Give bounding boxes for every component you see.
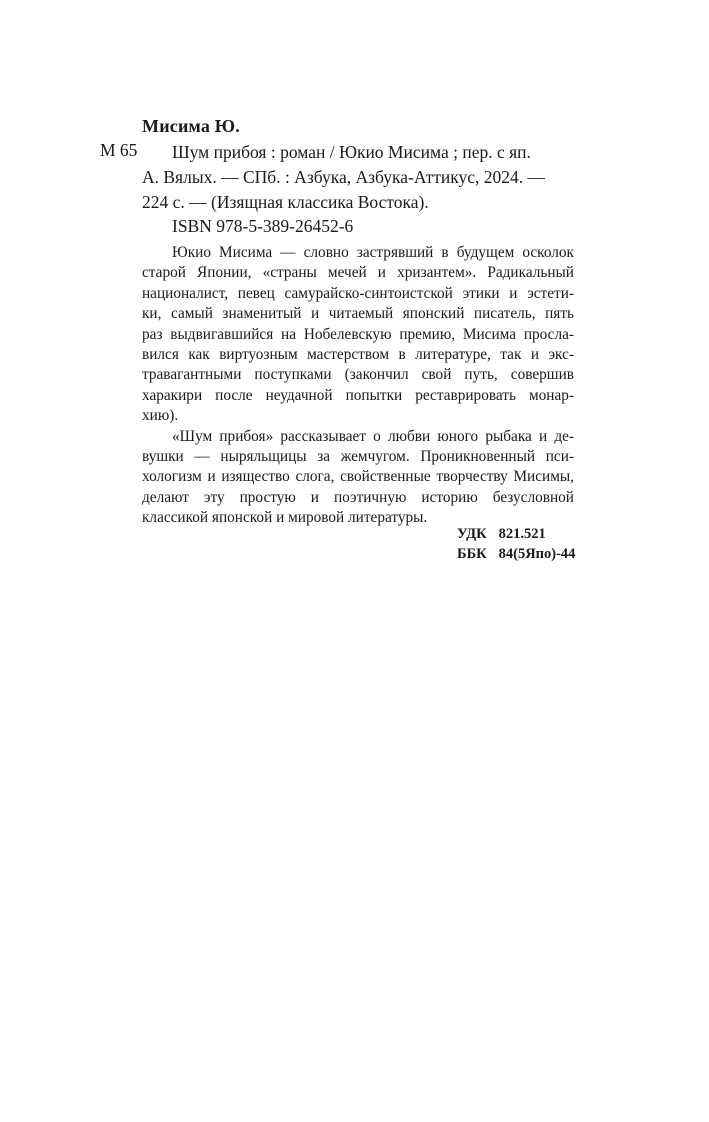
annotation-line: вился как виртуозным мастерством в литературе, так и экс- xyxy=(142,346,574,364)
description-line: А. Вялых. — СПб. : Азбука, Азбука-Аттикус, 2024. — xyxy=(142,167,546,187)
bbk-label: ББК xyxy=(457,546,487,562)
annotation-line: националист, певец самурайско-синтоистской этики и эстети- xyxy=(142,284,574,302)
annotation-line: харакири после неудачной попытки реставрировать монар- xyxy=(142,386,574,404)
classification-indexes xyxy=(457,524,575,564)
annotation-line: старой Японии, «страны мечей и хризантем». Радикальный xyxy=(142,264,574,282)
udc-index xyxy=(457,524,575,544)
author-heading: Мисима Ю. xyxy=(142,116,240,136)
bbk-value: 84(5Япо)-44 xyxy=(498,546,576,562)
isbn: ISBN 978-5-389-26452-6 xyxy=(172,216,354,236)
description-line: Шум прибоя : роман / Юкио Мисима ; пер. с яп. xyxy=(172,142,531,162)
annotation-line: ки, самый знаменитый и читаемый японский писатель, пять xyxy=(142,305,574,323)
annotation-line: вушки — ныряльщицы за жемчугом. Проникновенный пси- xyxy=(142,448,574,466)
annotation-line: делают эту простую и поэтичную историю безусловной xyxy=(142,488,574,506)
annotation-line: раз выдвигавшийся на Нобелевскую премию, Мисима просла- xyxy=(142,325,574,343)
bibliographic-description xyxy=(142,140,574,215)
annotation-line: хию). xyxy=(142,407,179,425)
annotation-line: «Шум прибоя» рассказывает о любви юного рыбака и де- xyxy=(172,427,574,445)
annotation-line: травагантными поступками (закончил свой путь, совершив xyxy=(142,366,574,384)
udc-label: УДК xyxy=(457,526,487,542)
description-line: 224 с. — (Изящная классика Востока). xyxy=(142,192,429,212)
annotation-line: хологизм и изящество слога, свойственные творчеству Мисимы, xyxy=(142,468,574,486)
udc-value: 821.521 xyxy=(498,526,546,542)
annotation-line: Юкио Мисима — словно застрявший в будущем осколок xyxy=(172,244,574,261)
bbk-index xyxy=(457,544,575,564)
annotation xyxy=(142,243,574,529)
classmark: М 65 xyxy=(100,140,138,160)
annotation-line: классикой японской и мировой литературы. xyxy=(142,509,428,527)
